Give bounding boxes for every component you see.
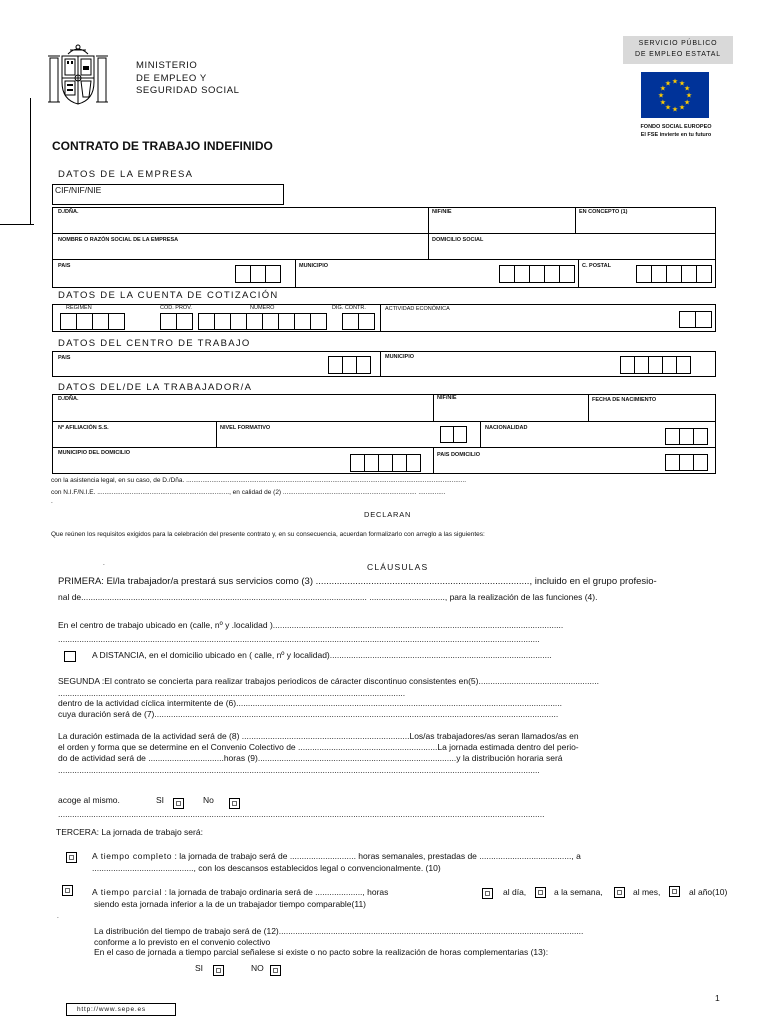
regimen-cells[interactable] bbox=[60, 313, 124, 330]
completo-line-1 bbox=[92, 851, 581, 861]
segunda-line-2: ................................................................................................................................................... bbox=[58, 688, 406, 698]
centro-municipio-cells[interactable] bbox=[620, 356, 690, 374]
municipio-dom-cells[interactable] bbox=[350, 454, 420, 472]
nif-calidad-line: con N.I.F/N.I.E. ........................................................................., en calidad de (2) .......................................................................... ............... bbox=[51, 489, 446, 496]
parcial-line-2: siendo esta jornada inferior a la de un trabajador tiempo comparable(11) bbox=[94, 899, 367, 909]
declaran-heading: DECLARAN bbox=[364, 510, 412, 519]
nacimiento-label: FECHA DE NACIMIENTO bbox=[592, 397, 657, 403]
divider bbox=[52, 421, 716, 422]
divider bbox=[295, 259, 296, 288]
pais-dom-cells[interactable] bbox=[665, 454, 707, 471]
duracion-line-3: do de actividad será de ................................horas (9)....................................................................................y la distribución horaria será bbox=[58, 753, 563, 763]
clausulas-heading: CLÁUSULAS bbox=[367, 562, 429, 572]
sepe-url-link[interactable]: http://www.sepe.es bbox=[66, 1003, 176, 1016]
dot-mark: . bbox=[103, 560, 105, 567]
eu-caption-line-2: El FSE invierte en tu futuro bbox=[640, 131, 712, 138]
codprov-cells[interactable] bbox=[160, 313, 192, 330]
nif-label: NIF/NIE bbox=[432, 209, 452, 215]
razon-social-label: NOMBRE O RAZÓN SOCIAL DE LA EMPRESA bbox=[58, 237, 179, 243]
duracion-line-1: La duración estimada de la actividad será de (8) .......................................................................Los/as trabajadores/as seran llamados/as en bbox=[58, 731, 579, 741]
trab-ddna-label: D./DÑA. bbox=[58, 396, 79, 402]
document-title: CONTRATO DE TRABAJO INDEFINIDO bbox=[52, 139, 273, 153]
segunda-line-4: cuya duración será de (7)........................................................................................................................................................................... bbox=[58, 709, 559, 719]
acoge-si-checkbox[interactable] bbox=[173, 798, 184, 809]
divider bbox=[52, 447, 716, 448]
distancia-line: A DISTANCIA, en el domicilio ubicado en ( calle, nº y localidad).............................................................................................. bbox=[92, 650, 552, 660]
acoge-no-label: No bbox=[203, 795, 214, 805]
eu-star-icon: ★ bbox=[664, 80, 672, 88]
sepe-line-1: SERVICIO PÚBLICO bbox=[638, 40, 718, 47]
sepe-line-2: DE EMPLEO ESTATAL bbox=[635, 50, 721, 58]
eu-flag-icon bbox=[641, 72, 709, 118]
eu-star-icon: ★ bbox=[671, 78, 679, 86]
centro-line-1: En el centro de trabajo ubicado en (calle, nº y .localidad )........................................................................................................................... bbox=[58, 620, 564, 630]
dot-mark: . bbox=[51, 498, 53, 505]
divider bbox=[380, 351, 381, 377]
margin-line bbox=[30, 98, 31, 224]
cpostal-label: C. POSTAL bbox=[582, 263, 611, 269]
nacionalidad-label: NACIONALIDAD bbox=[485, 425, 528, 431]
municipio-label: MUNICIPIO bbox=[299, 263, 329, 269]
asistencia-line: con la asistencia legal, en su caso, de D./Dña. ........................................................................................................................................................... bbox=[51, 477, 467, 484]
codprov-label: COD. PROV. bbox=[160, 305, 192, 311]
eu-star-icon: ★ bbox=[657, 92, 665, 100]
section-cotizacion: DATOS DE LA CUENTA DE COTIZACIÓN bbox=[58, 290, 279, 301]
duracion-line-2: el orden y forma que se determine en el Convenio Colectivo de ...........................................................La jornada estimada dentro del perio- bbox=[58, 742, 579, 752]
acoge-text: acoge al mismo. bbox=[58, 795, 120, 805]
divider bbox=[588, 394, 589, 421]
digcontr-label: DIG. CONTR. bbox=[332, 305, 366, 311]
eu-star-icon: ★ bbox=[664, 104, 672, 112]
digcontr-cells[interactable] bbox=[342, 313, 374, 330]
parcial-checkbox[interactable] bbox=[62, 885, 73, 896]
parcial-label: A tiempo parcial bbox=[92, 887, 163, 897]
segunda-line-3: dentro de la actividad cíclica intermitente de (6).......................................................................................................................................... bbox=[58, 698, 563, 708]
municipio-domicilio-label: MUNICIPIO DEL DOMICILIO bbox=[58, 450, 131, 456]
semana-checkbox[interactable] bbox=[535, 887, 546, 898]
actividad-label: ACTIVIDAD ECONÓMICA bbox=[385, 306, 450, 312]
centro-municipio-label: MUNICIPIO bbox=[385, 354, 415, 360]
sepe-label bbox=[623, 36, 733, 64]
semana-label: a la semana, bbox=[554, 887, 603, 897]
completo-line-2: ..........................................., con los descansos establecidos legal o convencionalmente. (10) bbox=[92, 863, 441, 873]
complementarias-no-label: NO bbox=[251, 963, 264, 973]
dia-checkbox[interactable] bbox=[482, 888, 493, 899]
complementarias-si-label: SI bbox=[195, 963, 204, 973]
numero-cells[interactable] bbox=[198, 313, 326, 330]
section-empresa: DATOS DE LA EMPRESA bbox=[58, 169, 194, 180]
ministry-line-2: DE EMPLEO Y bbox=[136, 72, 207, 84]
divider bbox=[433, 447, 434, 474]
eu-star-icon: ★ bbox=[683, 85, 691, 93]
eu-star-icon: ★ bbox=[659, 99, 667, 107]
acoge-dots: .............................................................................................................................................................................................................. bbox=[58, 809, 545, 819]
eu-caption bbox=[624, 124, 728, 139]
eu-star-icon: ★ bbox=[659, 85, 667, 93]
concepto-label: EN CONCEPTO (1) bbox=[579, 209, 628, 215]
mes-label: al mes, bbox=[633, 887, 661, 897]
ministry-line-3: SEGURIDAD SOCIAL bbox=[136, 85, 240, 96]
regimen-label: REGIMEN bbox=[66, 305, 92, 311]
centro-box bbox=[52, 351, 716, 377]
complementarias-si-checkbox[interactable] bbox=[213, 965, 224, 976]
acoge-si-label: SI bbox=[156, 795, 165, 805]
empresa-box bbox=[52, 207, 716, 288]
anio-checkbox[interactable] bbox=[669, 886, 680, 897]
requisitos-text: Que reúnen los requisitos exigidos para la celebración del presente contrato y, en su consecuencia, acuerdan formalizarlo con arreglo a las siguientes: bbox=[51, 531, 485, 538]
centro-pais-label: PAIS bbox=[58, 355, 71, 361]
mes-checkbox[interactable] bbox=[614, 887, 625, 898]
municipio-code-cells[interactable] bbox=[499, 265, 574, 283]
complementarias-no-checkbox[interactable] bbox=[270, 965, 281, 976]
acoge-no-checkbox[interactable] bbox=[229, 798, 240, 809]
eu-star-icon: ★ bbox=[683, 99, 691, 107]
eu-caption-line-1: FONDO SOCIAL EUROPEO bbox=[640, 124, 712, 130]
primera-line-1: PRIMERA: El/la trabajador/a prestará sus servicios como (3) ................................................................................., incluido en el grupo profesio- bbox=[58, 576, 657, 587]
completo-checkbox[interactable] bbox=[66, 852, 77, 863]
section-trabajador: DATOS DEL/DE LA TRABAJADOR/A bbox=[58, 382, 253, 393]
section-centro: DATOS DEL CENTRO DE TRABAJO bbox=[58, 338, 251, 349]
cif-label: CIF/NIF/NIE bbox=[55, 185, 102, 195]
tercera-heading: TERCERA: La jornada de trabajo será: bbox=[56, 827, 203, 837]
nivel-cells[interactable] bbox=[440, 426, 466, 443]
eu-star-icon: ★ bbox=[685, 92, 693, 100]
ministry-line-1: MINISTERIO bbox=[136, 60, 198, 71]
divider bbox=[216, 421, 217, 447]
cpostal-cells[interactable] bbox=[636, 265, 711, 283]
centro-pais-cells[interactable] bbox=[328, 356, 370, 374]
completo-text: : la jornada de trabajo será de ............................ horas semanales, prestadas de ......................................., a bbox=[174, 851, 581, 861]
trab-nif-label: NIF/NIE bbox=[437, 395, 457, 401]
segunda-line-1: SEGUNDA :El contrato se concierta para realizar trabajos periodicos de cáracter discontinuo consistentes en(5)................................................... bbox=[58, 676, 599, 686]
completo-label: A tiempo completo bbox=[92, 851, 173, 861]
eu-star-icon: ★ bbox=[678, 80, 686, 88]
eu-star-icon: ★ bbox=[678, 104, 686, 112]
afiliacion-label: Nº AFILIACIÓN S.S. bbox=[58, 425, 109, 431]
pais-code-cells[interactable] bbox=[235, 265, 280, 283]
divider bbox=[52, 259, 716, 260]
nivel-formativo-label: NIVEL FORMATIVO bbox=[220, 425, 271, 431]
divider bbox=[433, 394, 434, 421]
numero-label: NÚMERO bbox=[250, 305, 275, 311]
cif-field[interactable] bbox=[52, 184, 284, 205]
distancia-checkbox[interactable] bbox=[64, 651, 76, 662]
nacionalidad-cells[interactable] bbox=[665, 428, 707, 445]
distribucion-line-1: La distribución del tiempo de trabajo será de (12)................................................................................................................................. bbox=[94, 926, 584, 936]
ddna-label: D./DÑA. bbox=[58, 209, 79, 215]
parcial-line-1 bbox=[92, 887, 388, 897]
pais-domicilio-label: PAIS DOMICILIO bbox=[437, 452, 480, 458]
divider bbox=[428, 207, 429, 259]
domicilio-social-label: DOMICILIO SOCIAL bbox=[432, 237, 484, 243]
margin-tick bbox=[0, 224, 34, 225]
page-number: 1 bbox=[715, 993, 720, 1003]
centro-line-2: ............................................................................................................................................................................................................ bbox=[58, 634, 540, 644]
ministry-name bbox=[136, 60, 240, 98]
parcial-text: : la jornada de trabajo ordinaria será de ...................., horas bbox=[164, 887, 389, 897]
duracion-line-4: ............................................................................................................................................................................................................ bbox=[58, 765, 540, 775]
distribucion-line-3: En el caso de jornada a tiempo parcial señalese si existe o no pacto sobre la realización de horas complementarias (13): bbox=[94, 947, 549, 957]
divider bbox=[52, 233, 716, 234]
divider bbox=[575, 207, 576, 233]
dot-mark: . bbox=[57, 913, 59, 920]
actividad-cells[interactable] bbox=[679, 311, 711, 328]
pais-label: PAIS bbox=[58, 263, 71, 269]
eu-star-icon: ★ bbox=[671, 106, 679, 114]
distribucion-line-2: conforme a lo previsto en el convenio colectivo bbox=[94, 937, 271, 947]
primera-line-2: nal de......................................................................................................................... ................................, para la realización de las funciones (4). bbox=[58, 592, 598, 602]
divider bbox=[380, 304, 381, 332]
divider bbox=[578, 259, 579, 288]
cotizacion-box bbox=[52, 304, 716, 332]
divider bbox=[480, 421, 481, 447]
anio-label: al año(10) bbox=[689, 887, 728, 897]
coat-of-arms-logo bbox=[46, 42, 110, 110]
dia-label: al día, bbox=[503, 887, 527, 897]
